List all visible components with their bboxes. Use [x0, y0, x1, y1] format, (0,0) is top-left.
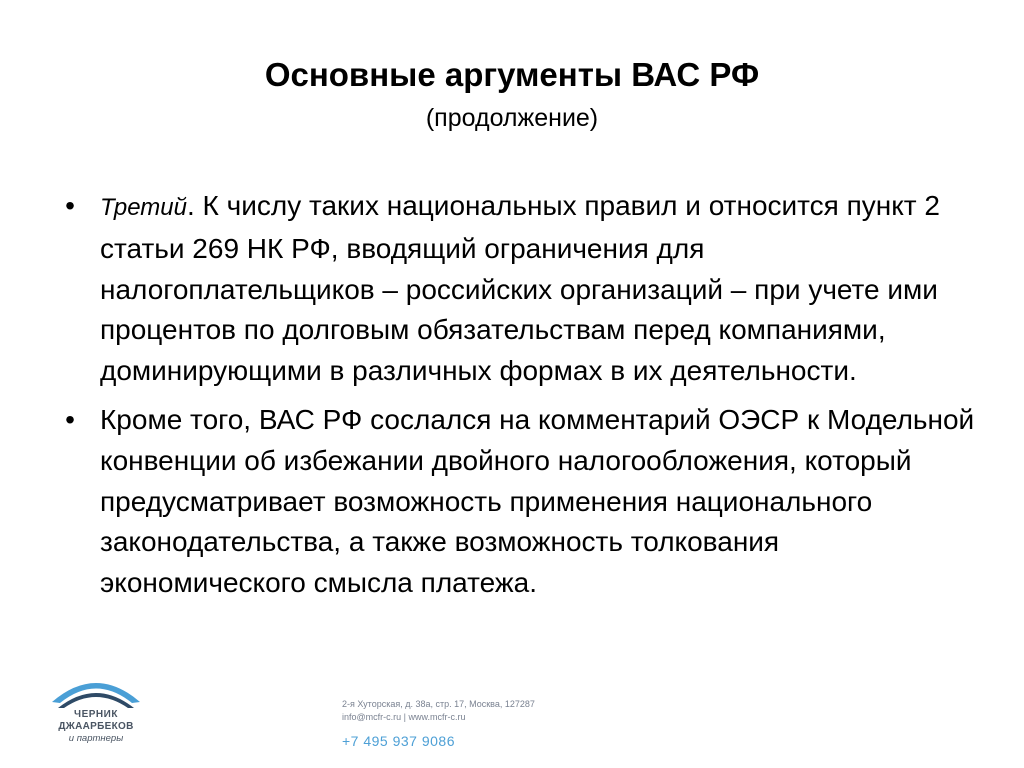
footer-email-website: info@mcfr-c.ru | www.mcfr-c.ru	[342, 712, 466, 722]
logo-text-line2: ДЖААРБЕКОВ	[58, 721, 134, 732]
bullet-item	[60, 400, 980, 604]
arch-logo-icon	[46, 668, 146, 710]
footer-address: 2-я Хуторская, д. 38а, стр. 17, Москва, 127287	[342, 699, 535, 709]
bullet-marker: •	[65, 190, 75, 221]
logo-text-line3: и партнеры	[68, 733, 124, 744]
bullet-marker: •	[65, 403, 75, 435]
slide-subtitle: (продолжение)	[425, 104, 599, 132]
bullet-item	[60, 186, 980, 392]
bullet-text: Кроме того, ВАС РФ сослался на комментарий ОЭСР к Модельной конвенции об избежании двойного налогообложения, который предусматривает возможность применения национального законодательства, а также возможность толкования экономического смысла платежа.	[100, 403, 975, 599]
footer-contacts	[342, 698, 535, 751]
slide-title: Основные аргументы ВАС РФ	[264, 56, 760, 93]
bullet-list	[60, 186, 980, 612]
company-logo	[46, 668, 146, 748]
footer-phone: +7 495 937 9086	[342, 733, 455, 749]
logo-text-line1: ЧЕРНИК	[74, 709, 118, 720]
bullet-text: . К числу таких национальных правил и относится пункт 2 статьи 269 НК РФ, вводящий ограничения для налогоплательщиков – российских организаций – при учете ими процентов по долговым обязательствам перед компаниями, доминирующими в различных формах в их деятельности.	[100, 190, 940, 387]
bullet-lead: Третий	[100, 194, 187, 221]
